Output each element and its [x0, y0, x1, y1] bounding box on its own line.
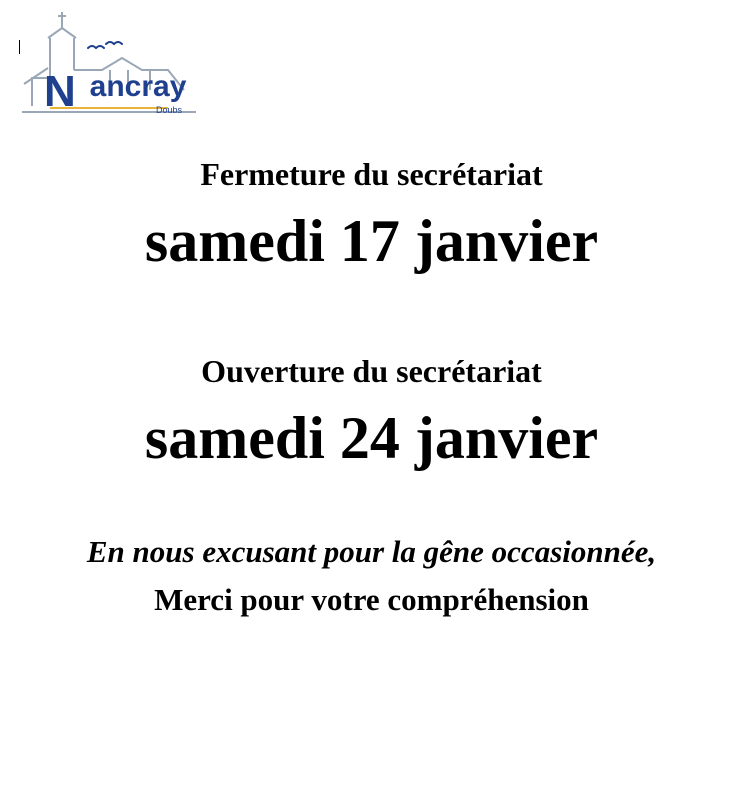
closing-heading: Fermeture du secrétariat — [200, 156, 543, 192]
birds-icon — [88, 42, 122, 48]
thanks-text: Merci pour votre compréhension — [154, 582, 589, 617]
logo-initial: N — [44, 67, 76, 116]
logo-subtitle: Doubs — [156, 105, 183, 115]
opening-date: samedi 24 janvier — [144, 405, 599, 471]
opening-heading: Ouverture du secrétariat — [201, 353, 542, 389]
nancray-logo — [18, 8, 202, 126]
logo-name-rest: ancray — [89, 70, 187, 103]
apology-text: En nous excusant pour la gêne occasionnée, — [86, 534, 657, 569]
closing-date: samedi 17 janvier — [144, 208, 599, 274]
logo-name — [68, 70, 186, 104]
